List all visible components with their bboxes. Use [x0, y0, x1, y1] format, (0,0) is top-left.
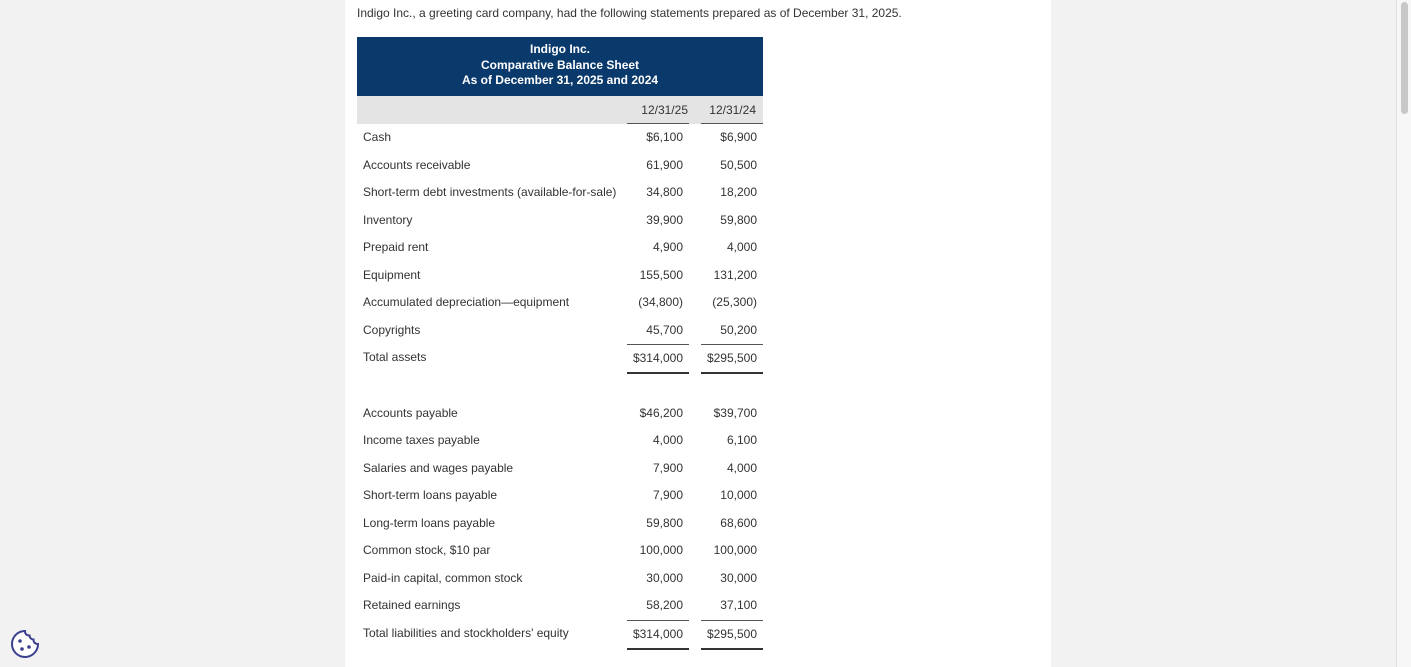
value-2024: 10,000: [720, 488, 757, 502]
intro-text: Indigo Inc., a greeting card company, had the following statements prepared as of December 31, 2025.: [357, 6, 902, 20]
value-2025: $314,000: [632, 351, 683, 365]
value-2024: 131,200: [713, 267, 757, 282]
column-header-2025: 12/31/25: [641, 103, 688, 117]
value-2025: (34,800): [638, 295, 683, 309]
table-row: [357, 179, 763, 207]
assets-section: [357, 124, 763, 344]
row-label: Income taxes payable: [363, 433, 480, 447]
table-row: [357, 592, 763, 620]
value-2024: 37,100: [720, 598, 757, 612]
row-label: Short-term debt investments (available-for-sale): [363, 185, 617, 199]
value-2025: 30,000: [646, 570, 683, 585]
value-2025: 100,000: [639, 543, 683, 557]
value-2025: $314,000: [632, 626, 683, 641]
section-gap: [357, 372, 763, 400]
value-2024: $295,500: [706, 626, 757, 641]
row-label: Long-term loans payable: [363, 515, 496, 530]
column-header-row: [357, 96, 763, 124]
value-2025: 45,700: [646, 322, 683, 337]
table-row: [357, 234, 763, 262]
value-2024: 100,000: [713, 543, 757, 557]
row-label: Retained earnings: [363, 598, 461, 612]
subtotal-line: [627, 344, 689, 345]
balance-sheet-table: [357, 37, 763, 647]
sheet-header: [357, 37, 763, 96]
table-row: [357, 124, 763, 152]
value-2025: $6,100: [646, 130, 683, 144]
value-2024: (25,300): [712, 295, 757, 309]
total-double-line: [701, 372, 763, 374]
value-2024: 6,100: [726, 433, 757, 447]
row-label: Common stock, $10 par: [363, 543, 491, 557]
content-page: [345, 0, 1051, 667]
value-2025: 7,900: [652, 488, 683, 502]
row-label: Inventory: [363, 212, 413, 227]
value-2024: $39,700: [713, 405, 757, 420]
total-assets-row: [357, 344, 763, 372]
row-label: Paid-in capital, common stock: [363, 570, 523, 585]
subtotal-line: [701, 344, 763, 345]
value-2025: 7,900: [652, 460, 683, 475]
row-label: Accounts receivable: [363, 157, 471, 172]
value-2024: 59,800: [720, 212, 757, 227]
vertical-scrollbar[interactable]: [1396, 0, 1411, 667]
total-liabilities-row: [357, 620, 763, 648]
row-label: Salaries and wages payable: [363, 460, 514, 475]
row-label: Prepaid rent: [363, 240, 429, 254]
value-2025: 61,900: [646, 157, 683, 172]
table-row: [357, 207, 763, 235]
table-row: [357, 482, 763, 510]
value-2024: 30,000: [720, 570, 757, 585]
row-label: Accounts payable: [363, 405, 458, 420]
table-row: [357, 262, 763, 290]
row-label: Total liabilities and stockholders' equity: [363, 625, 569, 640]
value-2024: $6,900: [720, 130, 757, 144]
liabilities-section: [357, 400, 763, 620]
sheet-title: Comparative Balance Sheet: [480, 57, 640, 72]
table-row: [357, 400, 763, 428]
cookie-settings-button[interactable]: [9, 628, 41, 660]
value-2024: 68,600: [720, 515, 757, 530]
cookie-icon: [9, 628, 41, 660]
scrollbar-thumb[interactable]: [1401, 2, 1408, 114]
value-2025: 39,900: [646, 212, 683, 227]
sheet-company: Indigo Inc.: [530, 42, 590, 56]
sheet-subtitle: As of December 31, 2025 and 2024: [461, 73, 659, 87]
value-2025: 59,800: [646, 515, 683, 530]
value-2025: 4,900: [652, 240, 683, 254]
table-row: [357, 427, 763, 455]
table-row: [357, 565, 763, 593]
table-row: [357, 152, 763, 180]
value-2025: $46,200: [639, 405, 683, 420]
column-header-2024: 12/31/24: [709, 103, 756, 117]
value-2025: 155,500: [639, 267, 683, 282]
row-label: Total assets: [363, 350, 427, 364]
value-2025: 34,800: [646, 185, 683, 199]
table-row: [357, 317, 763, 345]
value-2024: 50,200: [720, 322, 757, 337]
value-2024: 18,200: [720, 185, 757, 199]
row-label: Accumulated depreciation—equipment: [363, 295, 570, 309]
table-row: [357, 537, 763, 565]
row-label: Short-term loans payable: [363, 488, 498, 502]
value-2024: 50,500: [720, 157, 757, 172]
row-label: Copyrights: [363, 322, 421, 337]
total-double-line: [627, 372, 689, 374]
table-row: [357, 455, 763, 483]
value-2024: 4,000: [726, 240, 757, 254]
row-label: Cash: [363, 130, 392, 144]
table-row: [357, 510, 763, 538]
total-double-line: [701, 648, 763, 650]
total-double-line: [627, 648, 689, 650]
table-row: [357, 289, 763, 317]
subtotal-line: [701, 620, 763, 621]
value-2024: 4,000: [726, 460, 757, 475]
value-2025: 4,000: [652, 433, 683, 447]
value-2024: $295,500: [706, 351, 757, 365]
row-label: Equipment: [363, 267, 421, 282]
subtotal-line: [627, 620, 689, 621]
value-2025: 58,200: [646, 598, 683, 612]
